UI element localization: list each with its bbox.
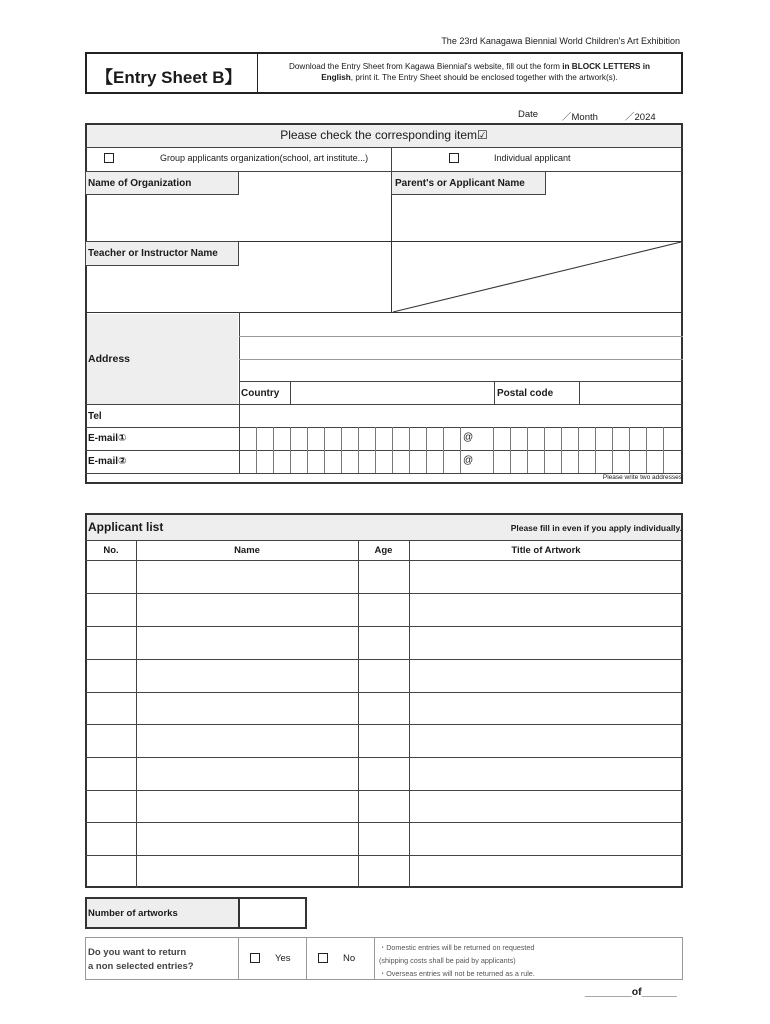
col-header-no: No. — [103, 545, 119, 556]
email1-label: E-mail① — [88, 433, 127, 444]
sheet-title: 【Entry Sheet B】 — [96, 68, 242, 87]
group-checkbox[interactable] — [104, 153, 114, 163]
table-row[interactable] — [87, 561, 681, 593]
table-row[interactable] — [87, 660, 681, 692]
artwork-count-label: Number of artworks — [88, 908, 178, 919]
col-header-age: Age — [374, 545, 393, 556]
teacher-name-field[interactable] — [86, 267, 390, 312]
table-row[interactable] — [87, 693, 681, 724]
tel-field[interactable] — [240, 405, 681, 427]
col-header-name: Name — [234, 545, 260, 556]
return-notes: ・Domestic entries will be returned on requested (shipping costs shall be paid by applicants) ・Overseas entries will not be returned as a rule. — [379, 943, 535, 978]
table-row[interactable] — [87, 627, 681, 659]
return-no-checkbox[interactable] — [318, 953, 328, 963]
date-month[interactable]: ／Month — [562, 112, 598, 123]
table-row[interactable] — [87, 791, 681, 822]
table-row[interactable] — [87, 758, 681, 790]
date-year[interactable]: ／2024 — [625, 112, 656, 123]
postal-code-field[interactable] — [580, 382, 681, 403]
return-question: Do you want to return a non selected entries? — [88, 947, 194, 972]
org-name-label: Name of Organization — [88, 178, 192, 189]
tel-label: Tel — [88, 411, 102, 422]
return-yes-label: Yes — [275, 953, 291, 964]
table-row[interactable] — [87, 725, 681, 757]
date-label: Date — [518, 109, 539, 120]
teacher-label: Teacher or Instructor Name — [88, 248, 218, 259]
exhibition-title: The 23rd Kanagawa Biennial World Children's Art Exhibition — [441, 36, 680, 46]
col-header-title: Title of Artwork — [511, 545, 581, 556]
check-heading: Please check the corresponding item☑ — [280, 128, 488, 142]
table-row[interactable] — [87, 823, 681, 855]
postal-code-label: Postal code — [497, 388, 554, 399]
group-option-label: Group applicants organization(school, art institute...) — [160, 153, 369, 163]
instructions: Download the Entry Sheet from Kagawa Biennial's website, fill out the form in BLOCK LETTERS in English, print it. The Entry Sheet should be enclosed together with the artwork(s). — [288, 62, 651, 82]
table-row[interactable] — [87, 594, 681, 626]
address-label: Address — [88, 353, 131, 365]
applicant-list-note: Please fill in even if you apply individually. — [510, 523, 682, 533]
email2-field[interactable] — [239, 450, 683, 473]
individual-checkbox[interactable] — [449, 153, 459, 163]
org-name-field[interactable] — [240, 172, 390, 241]
individual-option-label: Individual applicant — [494, 153, 571, 163]
email-note: Please write two addresses — [602, 474, 682, 481]
address-field[interactable] — [240, 314, 681, 381]
email1-field[interactable] — [239, 427, 683, 450]
email2-label: E-mail② — [88, 456, 127, 467]
return-yes-checkbox[interactable] — [250, 953, 260, 963]
table-row[interactable] — [87, 856, 681, 886]
diagonal-strike — [391, 241, 683, 313]
country-field[interactable] — [291, 382, 493, 403]
return-no-label: No — [343, 953, 356, 964]
artwork-count-field[interactable] — [241, 899, 305, 927]
parent-name-label: Parent's or Applicant Name — [395, 178, 525, 189]
email2-at: @ — [463, 455, 474, 466]
email1-at: @ — [463, 432, 474, 443]
country-label: Country — [241, 388, 280, 399]
page-count[interactable]: ________of______ — [585, 986, 677, 998]
parent-name-field[interactable] — [392, 196, 682, 241]
applicant-list-title: Applicant list — [88, 520, 164, 534]
